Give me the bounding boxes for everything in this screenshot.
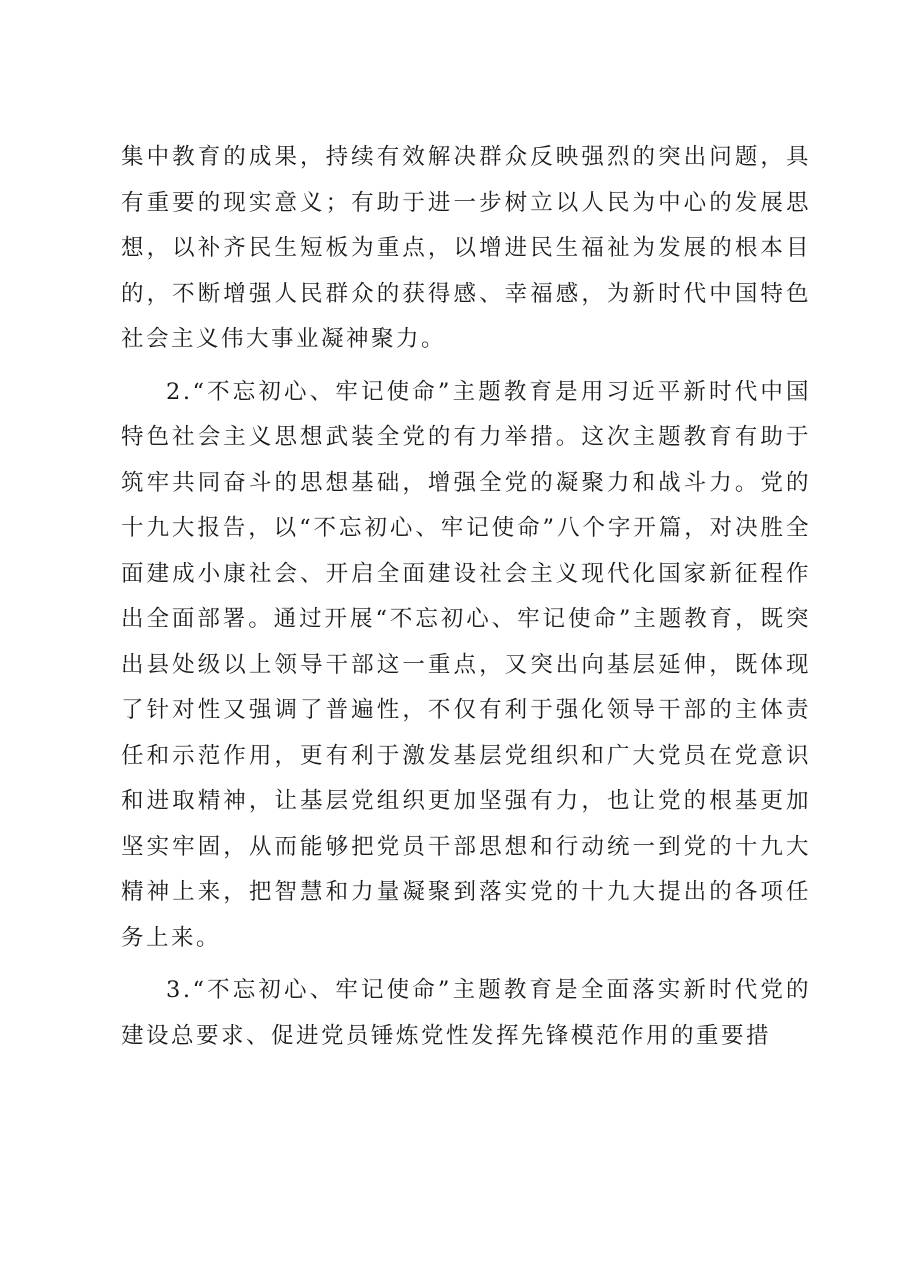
paragraph-point-2: 2.“不忘初心、牢记使命”主题教育是用习近平新时代中国特色社会主义思想武装全党的有力举措。这次主题教育有助于筑牢共同奋斗的思想基础，增强全党的凝聚力和战斗力。党的十九大报告，以“不忘初心、牢记使命”八个字开篇，对决胜全面建成小康社会、开启全面建设社会主义现代化国家新征程作出全面部署。通过开展“不忘初心、牢记使命”主题教育，既突出县处级以上领导干部这一重点，又突出向基层延伸，既体现了针对性又强调了普遍性，不仅有利于强化领导干部的主体责任和示范作用，更有利于激发基层党组织和广大党员在党意识和进取精神，让基层党组织更加坚强有力，也让党的根基更加坚实牢固，从而能够把党员干部思想和行动统一到党的十九大精神上来，把智慧和力量凝聚到落实党的十九大提出的各项任务上来。 bbox=[121, 378, 811, 951]
paragraph-gap bbox=[121, 961, 811, 968]
paragraph-point-3: 3.“不忘初心、牢记使命”主题教育是全面落实新时代党的建设总要求、促进党员锤炼党性发挥先锋模范作用的重要措 bbox=[121, 977, 811, 1049]
paragraph-continued: 集中教育的成果，持续有效解决群众反映强烈的突出问题，具有重要的现实意义；有助于进一步树立以人民为中心的发展思想，以补齐民生短板为重点，以增进民生福祉为发展的根本目的，不断增强人民群众的获得感、幸福感，为新时代中国特色社会主义伟大事业凝神聚力。 bbox=[121, 144, 811, 352]
paragraph-gap bbox=[121, 363, 811, 370]
document-body bbox=[121, 135, 811, 1059]
